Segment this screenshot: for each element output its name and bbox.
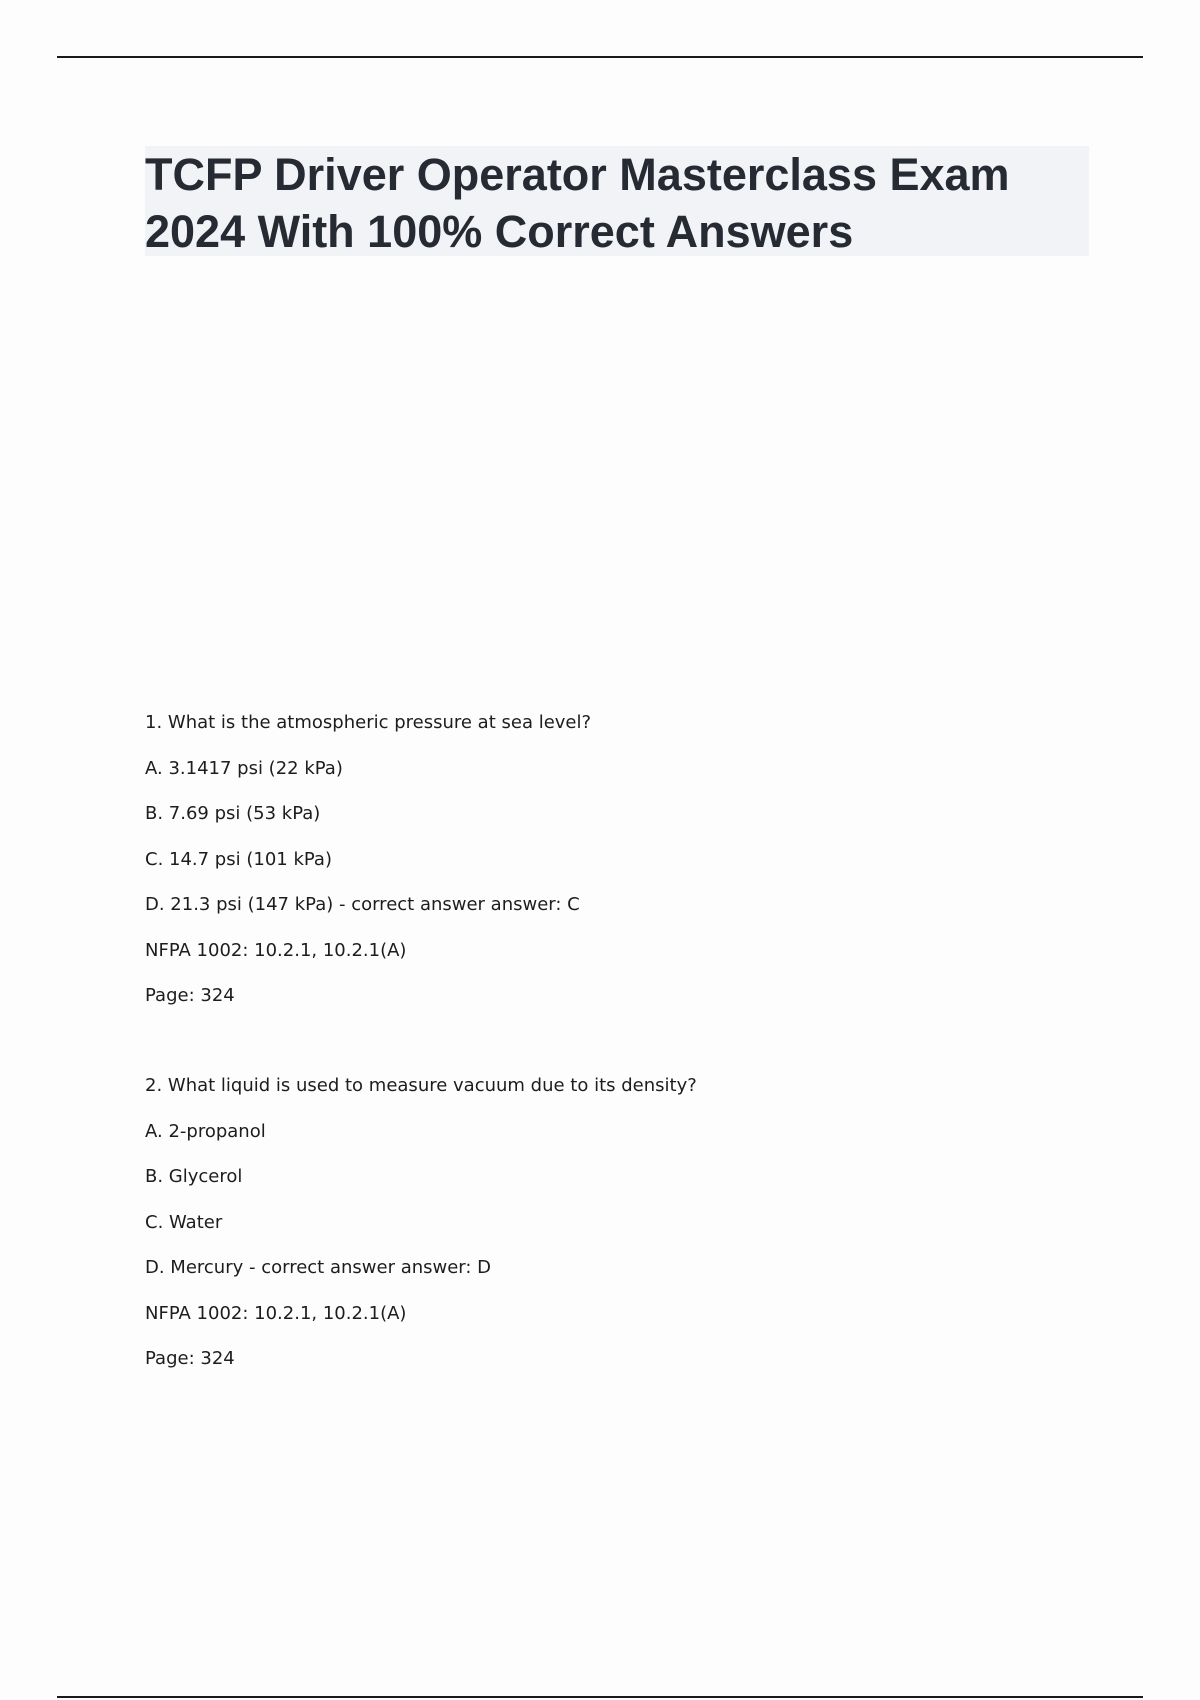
question-2-option-c: C. Water (145, 1212, 223, 1233)
title-line-1: TCFP Driver Operator Masterclass Exam (145, 149, 1010, 200)
question-2-option-b: B. Glycerol (145, 1166, 243, 1187)
question-1-reference: NFPA 1002: 10.2.1, 10.2.1(A) (145, 940, 407, 961)
question-2-reference: NFPA 1002: 10.2.1, 10.2.1(A) (145, 1303, 407, 1324)
title-line-2: 2024 With 100% Correct Answers (145, 206, 854, 257)
top-rule (57, 56, 1143, 58)
question-1-option-b: B. 7.69 psi (53 kPa) (145, 803, 321, 824)
question-1-page: Page: 324 (145, 985, 235, 1006)
title-highlight (145, 146, 1089, 256)
question-2-option-d: D. Mercury - correct answer answer: D (145, 1257, 492, 1278)
question-1-option-c: C. 14.7 psi (101 kPa) (145, 849, 332, 870)
question-2-page: Page: 324 (145, 1348, 235, 1369)
question-1-option-a: A. 3.1417 psi (22 kPa) (145, 758, 343, 779)
question-1-text: 1. What is the atmospheric pressure at sea level? (145, 712, 592, 733)
question-2-text: 2. What liquid is used to measure vacuum due to its density? (145, 1075, 697, 1096)
document-title (145, 146, 1010, 260)
bottom-rule (57, 1696, 1143, 1698)
question-2-option-a: A. 2-propanol (145, 1121, 266, 1142)
question-1-option-d: D. 21.3 psi (147 kPa) - correct answer answer: C (145, 894, 580, 915)
